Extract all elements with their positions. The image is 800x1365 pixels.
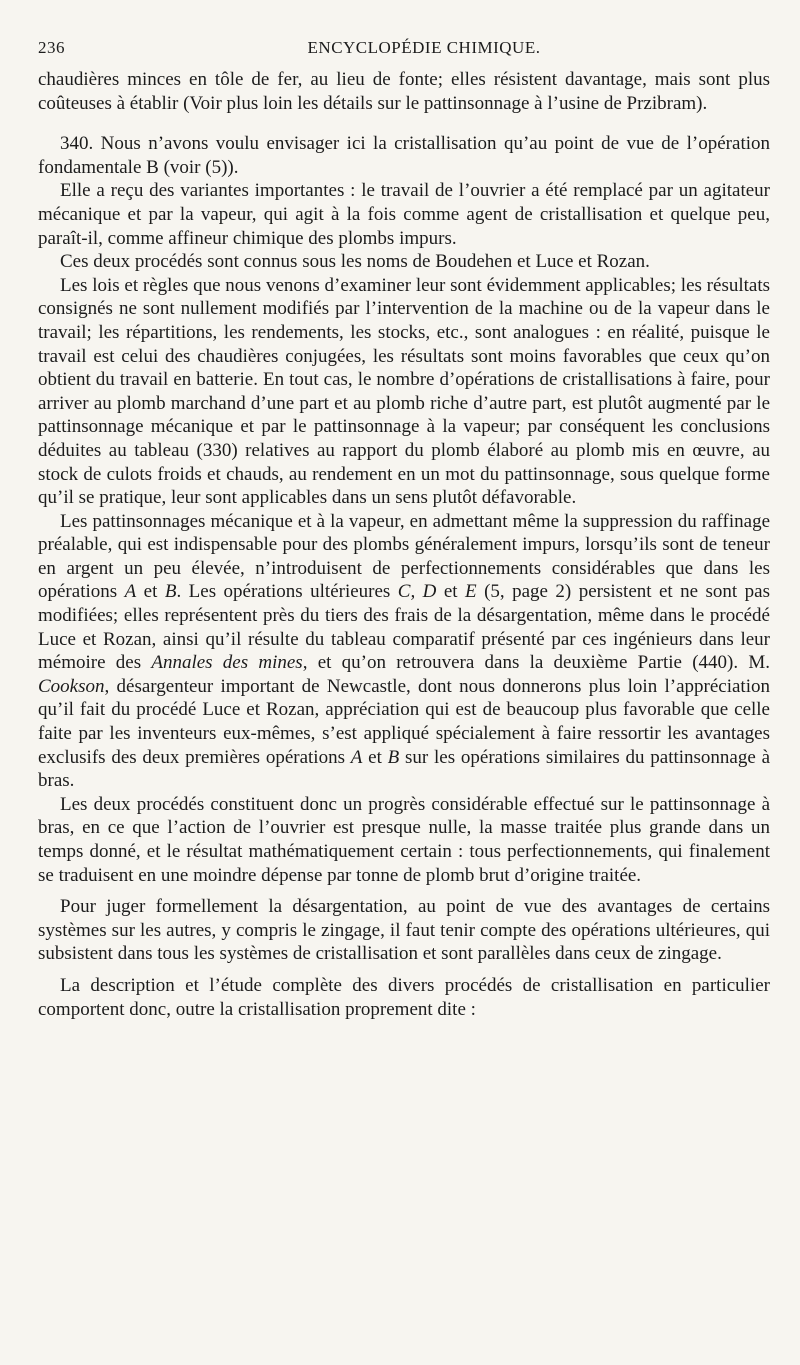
italic-run: B bbox=[387, 746, 400, 768]
paragraph-continuation: chaudières minces en tôle de fer, au lieu de fonte; elles résistent davantage, mais sont plus coûteuses à établir (Voir plus loin les détails sur le pattinsonnage à l’usine de Przibram). bbox=[38, 69, 770, 114]
italic-run: A bbox=[350, 746, 363, 768]
paragraph: Les lois et règles que nous venons d’examiner leur sont évidemment applicables; les résultats consignés ne sont nullement modifiés par l’intervention de la machine ou de la vapeur dans le travail; les répartitions, les rendements, les stocks, etc., sont analogues : en réalité, puisque le travail est celui des chaudières conjugées, les résultats sont moins favorables que ceux qu’on obtient du travail en batterie. En tout cas, le nombre d’opérations de cristallisations à faire, pour arriver au plomb marchand d’une part et au plomb riche d’autre part, est plutôt augmenté par le pattinsonnage mécanique et par le pattinsonnage à la vapeur; par conséquent les conclusions déduites au tableau (330) relatives au rapport du plomb élaboré au plomb mis en œuvre, au stock de culots froids et chauds, au rendement en un mot du pattinsonnage, sous quelque forme qu’il se pratique, leur sont applicables dans un sens plutôt défavorable. bbox=[38, 274, 770, 509]
paragraph-section-340: 340. Nous n’avons voulu envisager ici la cristallisation qu’au point de vue de l’opération fondamentale B (voir (5)). bbox=[38, 133, 770, 178]
person-name: Cookson bbox=[38, 675, 105, 697]
italic-run: E bbox=[465, 581, 477, 603]
page-body bbox=[38, 68, 770, 1021]
text-run: sur les opérations similaires du pattinsonnage à bras. bbox=[38, 746, 771, 792]
paragraph: La description et l’étude complète des divers procédés de cristallisation en particulier comportent donc, outre la cristallisation proprement dite : bbox=[38, 974, 770, 1020]
text-run: , et qu’on retrouvera dans la deuxième Partie (440). M. bbox=[302, 652, 770, 674]
paragraph: Elle a reçu des variantes importantes : le travail de l’ouvrier a été remplacé par un agitateur mécanique et par la vapeur, qui agit à la fois comme agent de cristallisation et quelque peu, paraît-il, comme affineur chimique des plombs impurs. bbox=[38, 180, 770, 249]
text-run: et bbox=[362, 746, 388, 768]
journal-title: Annales des mines bbox=[151, 652, 303, 674]
italic-run: C, D bbox=[397, 581, 437, 603]
page-header bbox=[38, 38, 770, 68]
text-run: (5, page 2) persistent et ne sont pas modifiées; elles représentent près du tiers des frais de la désargentation, même dans le procédé Luce et Rozan, ainsi qu’il résulte du tableau comparatif présenté par ces ingénieurs dans leur mémoire des bbox=[38, 581, 770, 674]
text-run: , désargenteur important de Newcastle, dont nous donnerons plus loin l’appréciation qu’il fait du procédé Luce et Rozan, appréciation qui est de beaucoup plus favorable que celle faite par les inventeurs eux-mêmes, s’est appliqué spécialement à faire ressortir les avantages exclusifs des deux premières opérations bbox=[38, 675, 770, 768]
text-run: et bbox=[436, 581, 466, 603]
italic-run: A bbox=[124, 581, 137, 603]
paragraph bbox=[38, 510, 770, 793]
italic-run: B bbox=[164, 581, 177, 603]
running-title: ENCYCLOPÉDIE CHIMIQUE. bbox=[307, 38, 541, 57]
text-run: . Les opérations ultérieures bbox=[176, 581, 398, 603]
page-number: 236 bbox=[38, 38, 65, 57]
paragraph: Pour juger formellement la désargentation, au point de vue des avantages de certains systèmes sur les autres, y compris le zingage, il faut tenir compte des opérations ultérieures, qui subsistent dans tous les systèmes de cristallisation et sont parallèles dans ceux de zingage. bbox=[38, 896, 770, 965]
paragraph: Ces deux procédés sont connus sous les noms de Boudehen et Luce et Rozan. bbox=[60, 251, 650, 273]
paragraph: Les deux procédés constituent donc un progrès considérable effectué sur le pattinsonnage à bras, en ce que l’action de l’ouvrier est presque nulle, la masse traitée plus grande dans un temps donné, et le résultat mathématiquement certain : tous perfectionnements, qui finalement se traduisent en une moindre dépense par tonne de plomb brut d’origine traitée. bbox=[38, 793, 770, 886]
text-run: et bbox=[136, 581, 165, 603]
text-run: Les pattinsonnages mécanique et à la vapeur, en admettant même la suppression du raffinage préalable, qui est indispensable pour des plombs généralement impurs, lorsqu’ils sont de teneur en argent un peu élevée, n’introduisent de perfectionnements considérables que dans les opérations bbox=[38, 510, 770, 603]
